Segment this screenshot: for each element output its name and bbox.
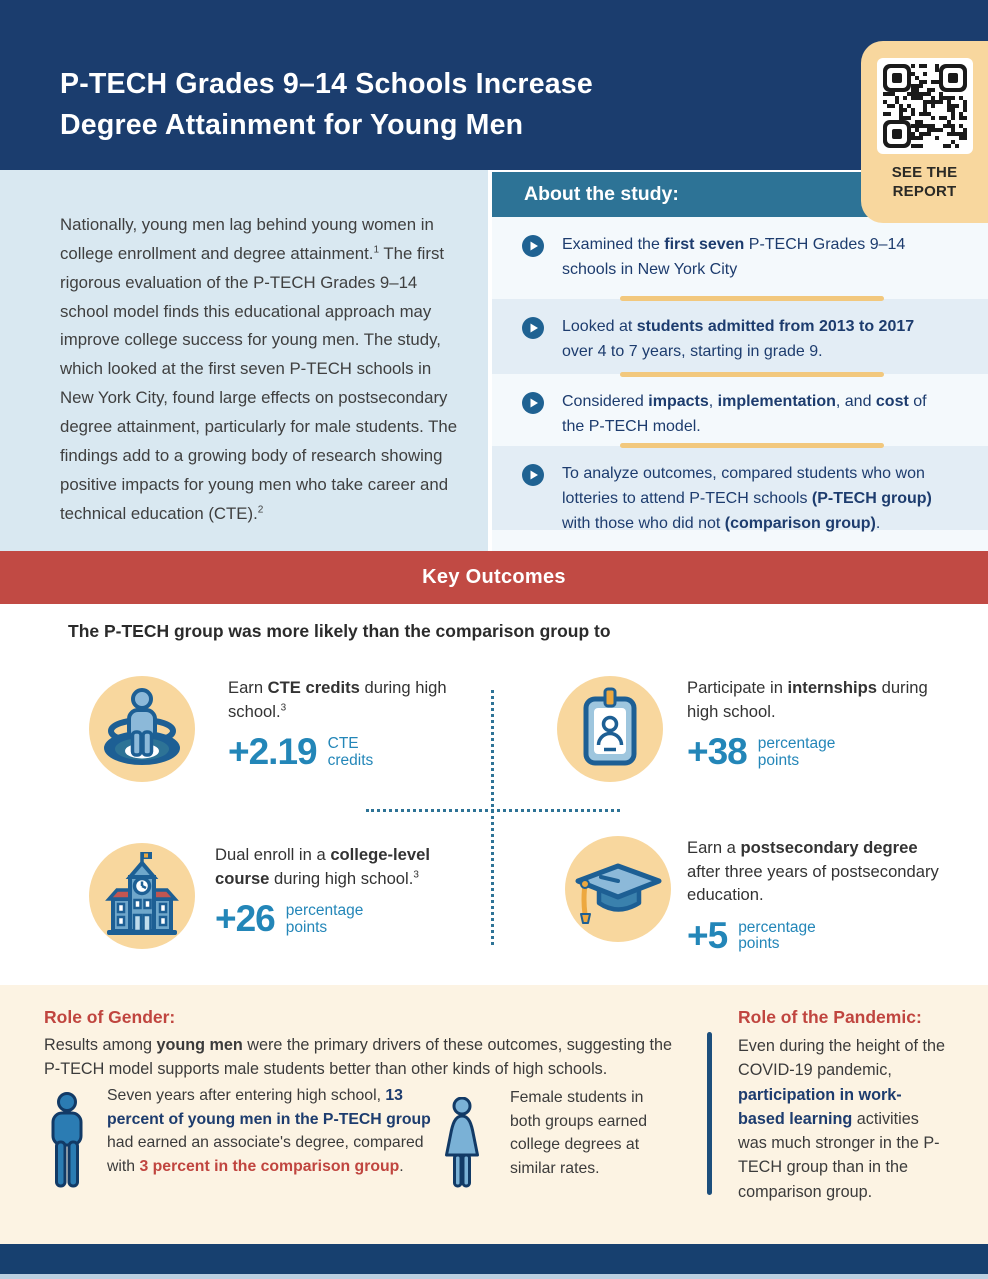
outcome-text: Participate in internships during high school. xyxy=(687,678,928,721)
gold-divider xyxy=(620,372,884,377)
stat-label: percentage points xyxy=(738,918,816,952)
intro-paragraph: Nationally, young men lag behind young women in college enrollment and degree attainment.$^1$ The first rigorous evaluation of the P-TECH Grades 9–14 school model finds this educational approach may improve college success for young men. The study, which looked at the first seven P-TECH schools in New York City, found large effects on postsecondary degree attainment, particularly for male students. The findings add to a growing body of research showing positive impacts for young men who take career and technical education (CTE).$^2$ xyxy=(60,214,458,523)
outcome-internships xyxy=(557,676,937,782)
bottom-section xyxy=(0,985,988,1244)
outcome-text: Dual enroll in a college-level course during high school.$^3$ xyxy=(215,845,430,888)
footer-bar xyxy=(0,1244,988,1274)
dotted-divider-vertical xyxy=(491,690,494,945)
qr-code xyxy=(877,58,973,154)
male-figure-icon xyxy=(46,1092,88,1190)
person-rings-icon xyxy=(89,676,195,782)
about-title: About the study: xyxy=(524,183,679,205)
stat-value: +5 xyxy=(687,914,728,956)
id-badge-icon xyxy=(557,676,663,782)
about-item-text: Looked at students admitted from 2013 to 2017 over 4 to 7 years, starting in grade 9. xyxy=(562,318,915,360)
header xyxy=(0,0,988,170)
qr-finder-top-left xyxy=(883,64,911,92)
outcomes-section xyxy=(0,604,988,985)
pandemic-title: Role of the Pandemic: xyxy=(738,1007,922,1027)
about-item-text: To analyze outcomes, compared students who won lotteries to attend P-TECH schools (P-TECH group) with those who did not (comparison group). xyxy=(562,465,932,532)
stat-row xyxy=(228,731,468,772)
play-bullet-icon xyxy=(522,235,544,257)
qr-finder-bottom-left xyxy=(883,120,911,148)
female-outcome-text: Female students in both groups earned college degrees at similar rates. xyxy=(510,1089,648,1177)
page-title xyxy=(60,64,593,146)
page-title-line2: Degree Attainment for Young Men xyxy=(60,109,524,141)
about-list xyxy=(492,217,988,551)
stat-label: percentage points xyxy=(757,735,836,769)
dotted-divider-horizontal xyxy=(366,809,620,812)
pandemic-text: Even during the height of the COVID-19 pandemic, participation in work-based learning activities was much stronger in the P-TECH group than in the comparison group. xyxy=(738,1037,945,1201)
key-outcomes-title: Key Outcomes xyxy=(422,566,566,588)
outcome-dual-enroll xyxy=(89,843,471,949)
stat-row xyxy=(687,914,949,956)
key-outcomes-banner xyxy=(0,551,988,604)
about-item-3 xyxy=(492,374,988,446)
stat-value: +26 xyxy=(215,898,275,939)
about-item-text: Considered impacts, implementation, and cost of the P-TECH model. xyxy=(562,393,927,435)
stat-value: +2.19 xyxy=(228,731,317,772)
about-item-4 xyxy=(492,446,988,530)
gold-divider xyxy=(620,296,884,301)
gold-divider xyxy=(620,443,884,448)
outcomes-subtitle: The P-TECH group was more likely than the comparison group to xyxy=(68,621,611,641)
outcome-postsecondary-degree xyxy=(565,836,949,956)
stat-label: percentage points xyxy=(285,902,364,936)
female-figure-icon xyxy=(442,1097,482,1189)
qr-finder-top-right xyxy=(939,64,967,92)
gender-intro: Results among young men were the primary drivers of these outcomes, suggesting the P-TECH model supports male students better than other kinds of high schools. xyxy=(44,1036,672,1078)
about-item-2 xyxy=(492,299,988,374)
stat-label: CTE credits xyxy=(327,735,374,769)
about-item-text: Examined the first seven P-TECH Grades 9–14 schools in New York City xyxy=(562,236,906,278)
footer-strip xyxy=(0,1274,988,1279)
section-divider xyxy=(707,1032,712,1195)
page-title-line1: P-TECH Grades 9–14 Schools Increase xyxy=(60,68,593,100)
graduation-cap-icon xyxy=(565,836,671,942)
school-icon xyxy=(89,843,195,949)
stat-value: +38 xyxy=(687,731,747,772)
play-bullet-icon xyxy=(522,464,544,486)
intro-panel xyxy=(0,170,488,551)
qr-label: SEE THE REPORT xyxy=(891,164,958,200)
outcome-cte-credits xyxy=(89,676,468,782)
outcome-text: Earn a postsecondary degree after three years of postsecondary education. xyxy=(687,838,939,904)
about-item-1 xyxy=(492,217,988,299)
see-the-report-link[interactable] xyxy=(861,41,988,223)
stat-row xyxy=(687,731,937,772)
male-outcome-text: Seven years after entering high school, 13 percent of young men in the P-TECH group had earned an associate's degree, compared with 3 percent in the comparison group. xyxy=(107,1087,431,1175)
play-bullet-icon xyxy=(522,392,544,414)
outcome-text: Earn CTE credits during high school.$^3$ xyxy=(228,678,447,721)
gender-title: Role of Gender: xyxy=(44,1007,176,1027)
stat-row xyxy=(215,898,471,939)
play-bullet-icon xyxy=(522,317,544,339)
qr-pattern xyxy=(883,64,967,148)
